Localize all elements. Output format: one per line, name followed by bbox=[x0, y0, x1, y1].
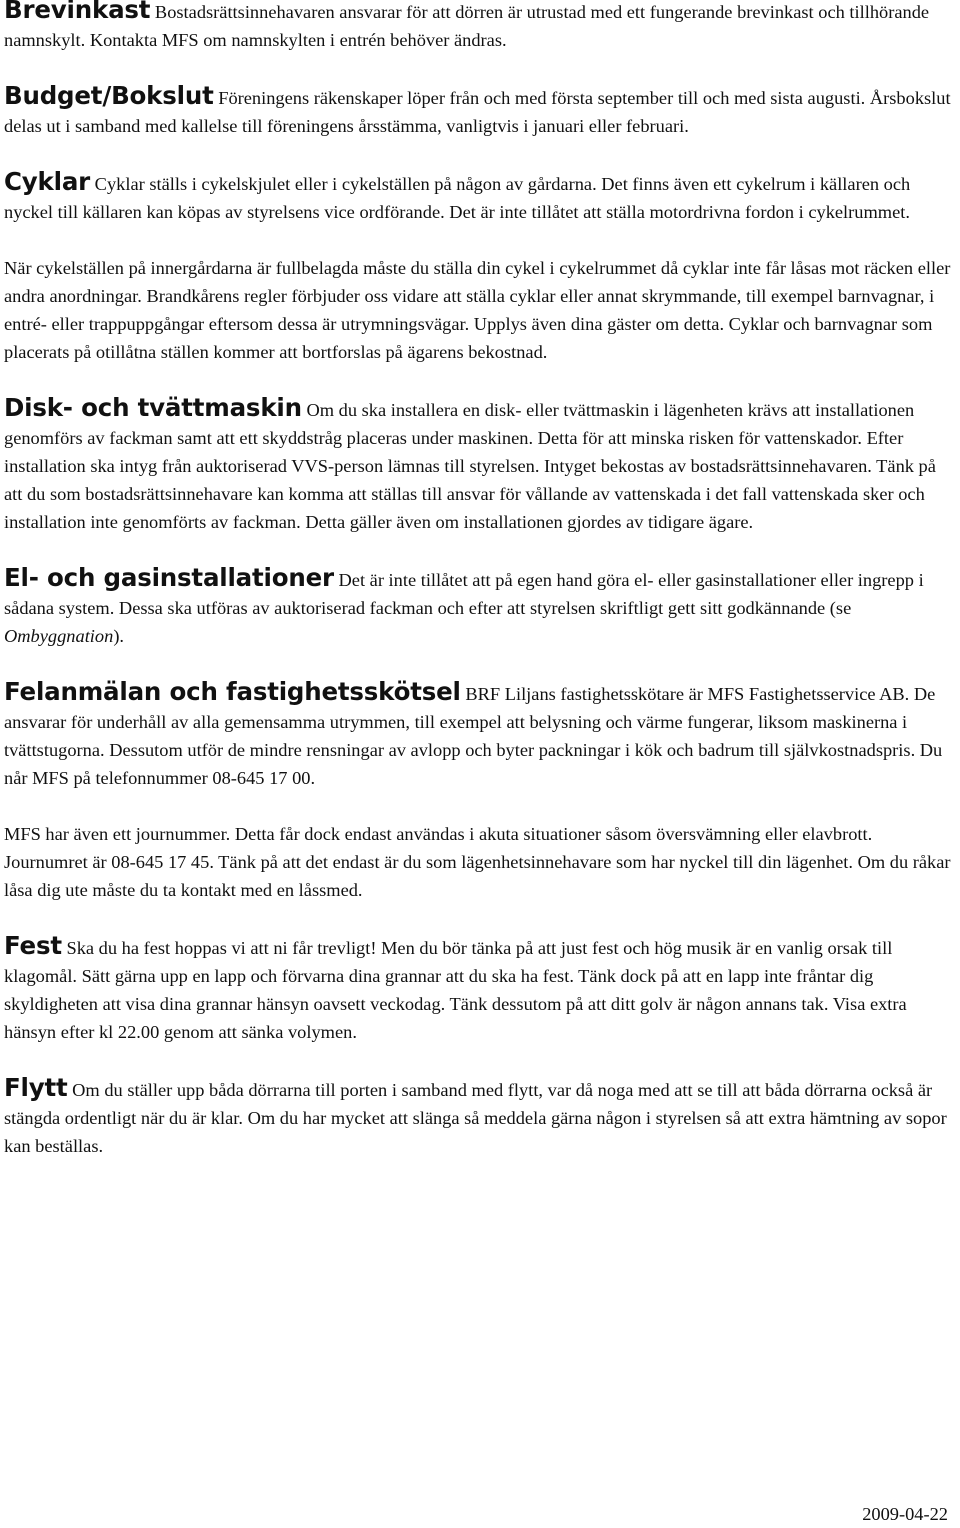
section-budget-bokslut bbox=[4, 82, 956, 140]
section-paragraph bbox=[4, 254, 956, 366]
section-felanmalan bbox=[4, 678, 956, 904]
section-heading: Disk- och tvättmaskin bbox=[4, 393, 302, 422]
section-text: BRF Liljans fastighetsskötare är MFS Fastighetsservice AB. De ansvarar för underhåll av alla gemensamma utrymmen, till exempel att belysning och värme fungerar, liksom maskinerna i tvättstugorna. Dessutom utför de mindre rensningar av avlopp och byter packningar i kök och badrum till självkostnadspris. Du når MFS på telefonnummer 08-645 17 00. bbox=[4, 684, 943, 788]
section-paragraph bbox=[4, 932, 956, 1046]
document-page bbox=[4, 0, 956, 1160]
section-el-gasinstallationer bbox=[4, 564, 956, 650]
section-text: Föreningens räkenskaper löper från och med första september till och med sista augusti. Årsbokslut delas ut i samband med kallelse till föreningens årsstämma, vanligtvis i januari eller februari. bbox=[4, 88, 951, 136]
section-cyklar bbox=[4, 168, 956, 366]
section-paragraph bbox=[4, 564, 956, 650]
section-heading: Budget/Bokslut bbox=[4, 81, 214, 110]
section-paragraph bbox=[4, 0, 956, 54]
section-flytt bbox=[4, 1074, 956, 1160]
section-text: MFS har även ett journummer. Detta får dock endast användas i akuta situationer såsom översvämning eller elavbrott. Journumret är 08-645 17 45. Tänk på att det endast är du som lägenhetsinnehavare som har nyckel till din lägenhet. Om du råkar låsa dig ute måste du ta kontakt med en låssmed. bbox=[4, 824, 951, 900]
section-heading: Cyklar bbox=[4, 167, 91, 196]
section-heading: Flytt bbox=[4, 1073, 68, 1102]
section-paragraph bbox=[4, 82, 956, 140]
footer-date: 2009-04-22 bbox=[862, 1504, 948, 1524]
section-paragraph bbox=[4, 1074, 956, 1160]
section-disk-tvattmaskin bbox=[4, 394, 956, 536]
section-brevinkast bbox=[4, 0, 956, 54]
section-heading: Felanmälan och fastighetsskötsel bbox=[4, 677, 461, 706]
cross-reference-link[interactable]: Ombyggnation bbox=[4, 626, 114, 646]
section-paragraph bbox=[4, 168, 956, 226]
section-paragraph bbox=[4, 678, 956, 792]
section-text: Om du ställer upp båda dörrarna till porten i samband med flytt, var då noga med att se till att båda dörrarna också är stängda ordentligt när du är klar. Om du har mycket att slänga så meddela gärna någon i styrelsen så att extra hämtning av sopor kan beställas. bbox=[4, 1080, 947, 1156]
section-text: Bostadsrättsinnehavaren ansvarar för att dörren är utrustad med ett fungerande brevinkast och tillhörande namnskylt. Kontakta MFS om namnskylten i entrén behöver ändras. bbox=[4, 2, 930, 50]
section-heading: Brevinkast bbox=[4, 0, 151, 24]
section-text-tail: ). bbox=[113, 626, 125, 646]
section-text: Om du ska installera en disk- eller tvättmaskin i lägenheten krävs att installationen genomförs av fackman samt att ett skyddstråg placeras under maskinen. Detta för att minska risken för vattenskador. Efter installation ska intyg från auktoriserad VVS-person lämnas till styrelsen. Intyget bekostas av bostadsrättsinnehavaren. Tänk på att du som bostadsrättsinnehavare kan komma att ställas till ansvar för vållande av vattenskada i det fall vattenskada sker och installation inte genomförts av fackman. Detta gäller även om installationen gjordes av tidigare ägare. bbox=[4, 400, 936, 532]
section-text: Ska du ha fest hoppas vi att ni får trevligt! Men du bör tänka på att just fest och hög musik är en vanlig orsak till klagomål. Sätt gärna upp en lapp och förvarna dina grannar att du ska ha fest. Tänk dock på att en lapp inte fråntar dig skyldigheten att visa dina grannar hänsyn oavsett veckodag. Tänk dessutom på att ditt golv är någon annans tak. Visa extra hänsyn efter kl 22.00 genom att sänka volymen. bbox=[4, 938, 907, 1042]
section-fest bbox=[4, 932, 956, 1046]
section-heading: Fest bbox=[4, 931, 62, 960]
section-text: Cyklar ställs i cykelskjulet eller i cykelställen på någon av gårdarna. Det finns även ett cykelrum i källaren och nyckel till källaren kan köpas av styrelsens vice ordförande. Det är inte tillåtet att ställa motordrivna fordon i cykelrummet. bbox=[4, 174, 911, 222]
section-text: Det är inte tillåtet att på egen hand göra el- eller gasinstallationer eller ingrepp i sådana system. Dessa ska utföras av auktoriserad fackman och efter att styrelsen skriftligt gett sitt godkännande (se bbox=[4, 570, 924, 618]
section-text: När cykelställen på innergårdarna är fullbelagda måste du ställa din cykel i cykelrummet då cyklar inte får låsas mot räcken eller andra anordningar. Brandkårens regler förbjuder oss vidare att ställa cyklar eller annat skrymmande, till exempel barnvagnar, i entré- eller trappuppgångar eftersom dessa är utrymningsvägar. Upplys även dina gäster om detta. Cyklar och barnvagnar som placerats på otillåtna ställen kommer att bortforslas på ägarens bekostnad. bbox=[4, 258, 951, 362]
section-heading: El- och gasinstallationer bbox=[4, 563, 334, 592]
section-paragraph bbox=[4, 394, 956, 536]
section-paragraph bbox=[4, 820, 956, 904]
